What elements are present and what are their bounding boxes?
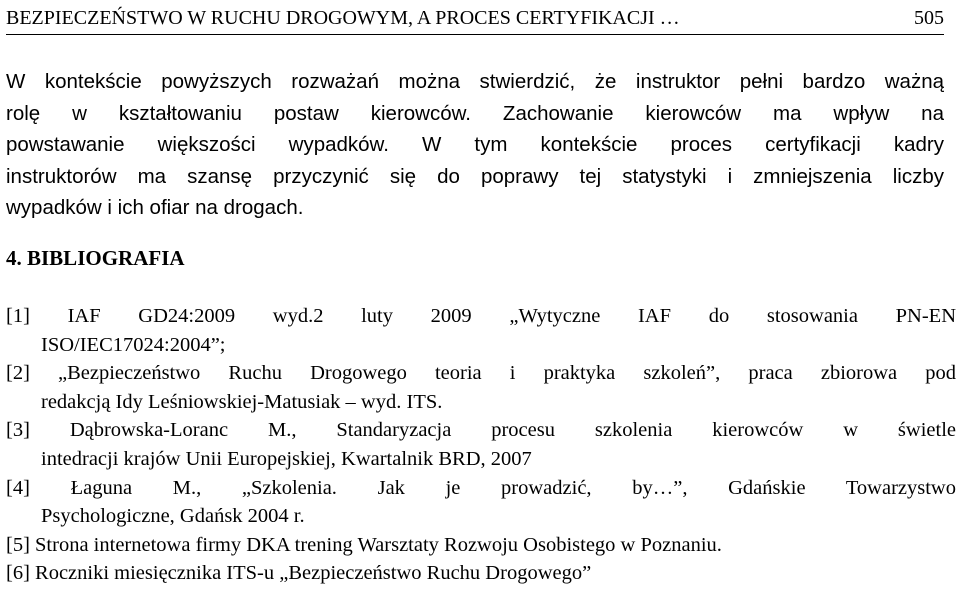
reference-line: redakcją Idy Leśniowskiej-Matusiak – wyd. ITS.: [41, 390, 443, 413]
paragraph-line: W kontekście powyższych rozważań można stwierdzić, że instruktor pełni bardzo ważną: [6, 70, 944, 93]
body-paragraph: [6, 66, 944, 224]
reference-line: [3] Dąbrowska-Loranc M., Standaryzacja procesu szkolenia kierowców w świetle: [6, 419, 956, 442]
reference-line: [5] Strona internetowa firmy DKA trening Warsztaty Rozwoju Osobistego w Poznaniu.: [6, 533, 722, 556]
reference-line: [4] Łaguna M., „Szkolenia. Jak je prowadzić, by…”, Gdańskie Towarzystwo: [6, 476, 956, 499]
reference-line: [1] IAF GD24:2009 wyd.2 luty 2009 „Wytyczne IAF do stosowania PN-EN: [6, 305, 956, 327]
running-header: [6, 4, 944, 35]
header-title: BEZPIECZEŃSTWO W RUCHU DROGOWYM, A PROCES CERTYFIKACJI …: [6, 7, 680, 29]
reference-item: [6, 559, 956, 588]
reference-line: Psychologiczne, Gdańsk 2004 r.: [41, 505, 305, 528]
section-heading: 4. BIBLIOGRAFIA: [6, 246, 185, 270]
reference-item: [6, 302, 956, 359]
bibliography-list: [6, 302, 956, 588]
page-number: 505: [914, 7, 944, 29]
reference-line: [2] „Bezpieczeństwo Ruchu Drogowego teoria i praktyka szkoleń”, praca zbiorowa pod: [6, 362, 956, 385]
reference-line: [6] Roczniki miesięcznika ITS-u „Bezpieczeństwo Ruchu Drogowego”: [6, 562, 592, 585]
reference-item: [6, 416, 956, 473]
reference-item: [6, 474, 956, 531]
reference-item: [6, 531, 956, 560]
paragraph-line: instruktorów ma szansę przyczynić się do poprawy tej statystyki i zmniejszenia liczby: [6, 164, 944, 188]
paragraph-line: rolę w kształtowaniu postaw kierowców. Zachowanie kierowców ma wpływ na: [6, 101, 944, 125]
paragraph-line: powstawanie większości wypadków. W tym kontekście proces certyfikacji kadry: [6, 133, 944, 156]
reference-line: ISO/IEC17024:2004”;: [41, 333, 226, 356]
reference-line: intedracji krajów Unii Europejskiej, Kwartalnik BRD, 2007: [41, 447, 532, 470]
paragraph-line: wypadków i ich ofiar na drogach.: [6, 196, 304, 219]
reference-item: [6, 359, 956, 416]
